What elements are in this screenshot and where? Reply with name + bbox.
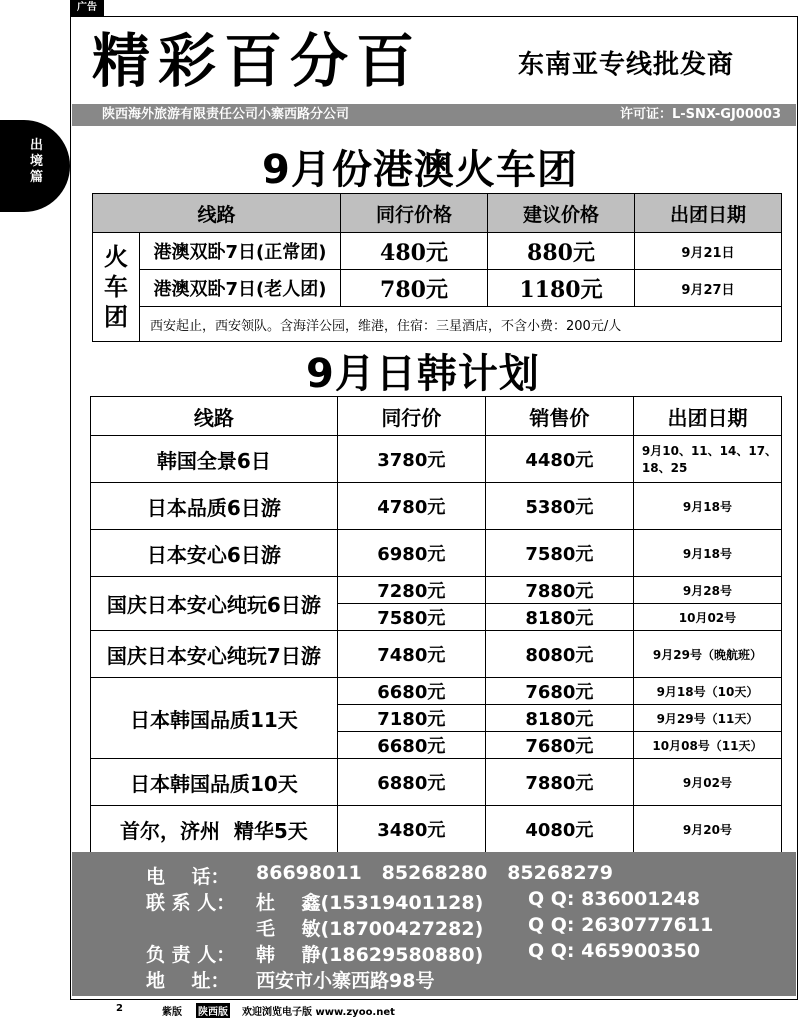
contact-row-address (72, 966, 796, 990)
peer-price-cell: 6980元 (337, 530, 485, 577)
date-cell: 9月20号 (633, 806, 781, 853)
route-cell: 首尔，济州 精华5天 (91, 806, 338, 853)
peer-price-cell: 6880元 (337, 759, 485, 806)
contact-person-1: 杜 鑫(15319401128) (256, 892, 484, 914)
sale-price-cell: 7580元 (485, 530, 633, 577)
table-row (91, 631, 782, 678)
peer-price-cell: 7180元 (337, 705, 485, 732)
sale-price-cell: 7880元 (485, 577, 633, 604)
page-number: 2 (116, 1003, 123, 1014)
brand-logo: 精彩百分百 (92, 27, 423, 95)
contact-row-person1 (72, 888, 796, 912)
sale-price-cell: 8180元 (485, 604, 633, 631)
route-cell: 港澳双卧7日(老人团) (140, 270, 341, 307)
contact-person-3: 韩 静(18629580880) (256, 944, 484, 966)
side-tab-outbound (0, 120, 70, 212)
peer-price-cell: 6680元 (337, 732, 485, 759)
manager-label: 负 责 人： (146, 944, 236, 966)
header-peer-price: 同行价 (337, 397, 485, 436)
date-cell: 9月18号 (633, 530, 781, 577)
company-bar (72, 104, 796, 126)
table-row (91, 577, 782, 604)
table-header (93, 194, 782, 233)
route-cell: 日本安心6日游 (91, 530, 338, 577)
route-cell: 日本韩国品质10天 (91, 759, 338, 806)
address-value: 西安市小寨西路98号 (256, 970, 435, 992)
peer-price-cell: 7280元 (337, 577, 485, 604)
sale-price-cell: 8180元 (485, 705, 633, 732)
header-date: 出团日期 (635, 194, 782, 233)
header-peer-price: 同行价格 (341, 194, 488, 233)
brand-subtitle: 东南亚专线批发商 (518, 50, 735, 80)
japan-korea-table (90, 396, 782, 853)
contact-label: 联 系 人： (146, 892, 236, 914)
license-number: 许可证：L-SNX-GJ00003 (620, 107, 782, 122)
date-cell: 10月02号 (633, 604, 781, 631)
phone-numbers: 86698011 85268280 85268279 (256, 862, 613, 884)
peer-price-cell: 3480元 (337, 806, 485, 853)
side-label-train: 火车团 (93, 233, 140, 342)
contact-row-manager (72, 940, 796, 964)
qq-3: Q Q: 465900350 (528, 940, 701, 962)
sale-price-cell: 4480元 (485, 436, 633, 483)
company-name: 陕西海外旅游有限责任公司小寨西路分公司 (102, 107, 350, 122)
sale-price-cell: 5380元 (485, 483, 633, 530)
suggest-price-cell: 880元 (488, 233, 635, 270)
date-cell: 10月08号（11天） (633, 732, 781, 759)
date-cell: 9月28号 (633, 577, 781, 604)
table-row (91, 483, 782, 530)
region-badge: 陕西版 (196, 1003, 230, 1018)
contact-panel (72, 852, 796, 996)
edition-label: 紫版 (162, 1007, 182, 1018)
table-row (91, 530, 782, 577)
date-cell: 9月29号（11天） (633, 705, 781, 732)
header-sale-price: 销售价 (485, 397, 633, 436)
route-cell: 国庆日本安心纯玩6日游 (91, 577, 338, 631)
sale-price-cell: 7680元 (485, 678, 633, 705)
footer-slogan: 欢迎浏览电子版 www.zyoo.net (242, 1007, 395, 1018)
table-header (91, 397, 782, 436)
contact-row-person2 (72, 914, 796, 938)
sale-price-cell: 8080元 (485, 631, 633, 678)
side-tab-label: 出境篇 (30, 138, 44, 185)
peer-price-cell: 780元 (341, 270, 488, 307)
header-suggest-price: 建议价格 (488, 194, 635, 233)
qq-1: Q Q: 836001248 (528, 888, 701, 910)
header-route: 线路 (93, 194, 341, 233)
peer-price-cell: 7580元 (337, 604, 485, 631)
contact-row-phone (72, 862, 796, 886)
peer-price-cell: 7480元 (337, 631, 485, 678)
date-cell: 9月18号 (633, 483, 781, 530)
table-row (93, 270, 782, 307)
table-row (91, 436, 782, 483)
route-cell: 日本韩国品质11天 (91, 678, 338, 759)
route-cell: 日本品质6日游 (91, 483, 338, 530)
section1-title: 9月份港澳火车团 (262, 147, 578, 193)
date-cell: 9月27日 (635, 270, 782, 307)
peer-price-cell: 480元 (341, 233, 488, 270)
sale-price-cell: 7880元 (485, 759, 633, 806)
header-date: 出团日期 (633, 397, 781, 436)
header-route: 线路 (91, 397, 338, 436)
date-cell: 9月18号（10天） (633, 678, 781, 705)
peer-price-cell: 4780元 (337, 483, 485, 530)
suggest-price-cell: 1180元 (488, 270, 635, 307)
route-cell: 韩国全景6日 (91, 436, 338, 483)
route-cell: 国庆日本安心纯玩7日游 (91, 631, 338, 678)
sale-price-cell: 4080元 (485, 806, 633, 853)
table-row (91, 806, 782, 853)
sale-price-cell: 7680元 (485, 732, 633, 759)
date-cell: 9月10、11、14、17、18、25 (633, 436, 781, 483)
table-row (93, 233, 782, 270)
phone-label: 电 话： (146, 866, 230, 888)
section2-title: 9月日韩计划 (306, 351, 540, 397)
date-cell: 9月29号（晚航班） (633, 631, 781, 678)
peer-price-cell: 3780元 (337, 436, 485, 483)
table-row (91, 759, 782, 806)
peer-price-cell: 6680元 (337, 678, 485, 705)
date-cell: 9月02号 (633, 759, 781, 806)
qq-2: Q Q: 2630777611 (528, 914, 714, 936)
date-cell: 9月21日 (635, 233, 782, 270)
table-row (91, 678, 782, 705)
tour-note: 西安起止，西安领队。含海洋公园，维港，住宿：三星酒店，不含小费：200元/人 (140, 307, 782, 342)
ad-tag: 广告 (70, 0, 104, 16)
table-row-note (93, 307, 782, 342)
train-tour-table (92, 193, 782, 342)
address-label: 地 址： (146, 970, 230, 992)
page-footer (0, 1003, 799, 1017)
contact-person-2: 毛 敏(18700427282) (256, 918, 484, 940)
route-cell: 港澳双卧7日(正常团) (140, 233, 341, 270)
